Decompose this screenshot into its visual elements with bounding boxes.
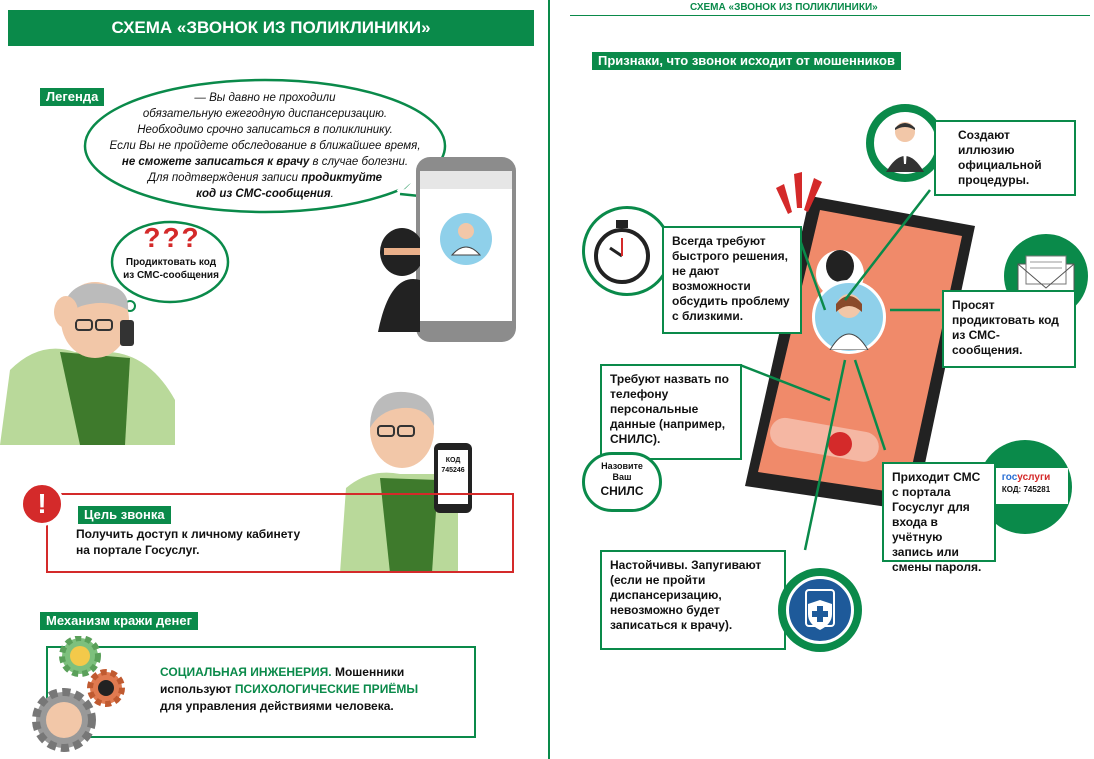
gosuslugi-code: КОД: 745281 — [1001, 485, 1051, 494]
sign-persistent-box — [600, 550, 786, 650]
phone-code — [438, 456, 468, 476]
sign-fast-box — [662, 226, 802, 334]
alert-circle — [20, 482, 64, 526]
businessman-icon — [884, 118, 926, 172]
sign-gosuslugi-text: Приходит СМС с портала Госуслуг для входа в учётную запись или смены пароля. — [892, 470, 982, 574]
bubble-line — [100, 170, 430, 186]
goal-text-line: Получить доступ к личному кабинету — [76, 527, 301, 541]
sign-persistent-text: Настойчивы. Запугивают (если не пройти диспансеризацию, невозможно будет записаться к врачу) — [610, 558, 762, 632]
right-title: СХЕМА «ЗВОНОК ИЗ ПОЛИКЛИНИКИ» — [690, 2, 878, 13]
right-title-rule — [570, 15, 1090, 16]
mechanism-label: Механизм кражи денег — [40, 612, 198, 630]
alert-icon: ! — [37, 488, 47, 519]
bubble-line: обязательную ежегодную диспансеризацию. — [142, 108, 388, 120]
speech-bubble-text — [100, 90, 430, 202]
thought-line: из СМС-сообщения — [123, 270, 219, 281]
sign-sms-text: Просят продиктовать код из СМС-сообщения. — [952, 298, 1059, 357]
medical-shield-icon — [796, 586, 844, 634]
signs-label: Признаки, что звонок исходит от мошенников — [592, 52, 901, 70]
mech-text: Мошенники — [331, 665, 405, 679]
snils-bubble — [582, 452, 662, 512]
bubble-line — [100, 154, 430, 170]
worried-man-illustration — [0, 280, 180, 445]
snils-line: СНИЛС — [600, 484, 644, 498]
gears-icon — [30, 636, 140, 756]
goal-text-line: на портале Госуслуг. — [76, 543, 200, 557]
mech-line — [160, 664, 460, 681]
thought-line: Продиктовать код — [125, 257, 217, 268]
bubble-bold: код из СМС-сообщения — [196, 188, 331, 200]
bubble-line: — Вы давно не проходили — [194, 92, 336, 104]
bubble-text-span: . — [330, 188, 334, 200]
snils-line: Назовите — [601, 461, 643, 471]
sign-sms-box — [942, 290, 1076, 368]
phone-code-label: КОД — [445, 457, 461, 464]
bubble-line: Если Вы не пройдете обследование в ближайшее время, — [109, 140, 421, 152]
sign-fast-text: Всегда требуют быстрого решения, не дают возможности обсудить проблему с близкими. — [672, 234, 790, 323]
mech-text: для управления действиями человека. — [160, 699, 394, 713]
sign-official-box — [934, 120, 1076, 196]
gosuslugi-logo-part: услуги — [1017, 472, 1051, 483]
bubble-line — [100, 186, 430, 202]
bubble-text-span: Для подтверждения записи — [147, 172, 302, 184]
gosuslugi-logo — [988, 472, 1064, 484]
mech-highlight: ПСИХОЛОГИЧЕСКИЕ ПРИЁМЫ — [234, 682, 419, 696]
left-title-bar — [8, 10, 534, 46]
phone-code-value: 745246 — [441, 467, 465, 474]
legend-label: Легенда — [40, 88, 104, 106]
bubble-line: Необходимо срочно записаться в поликлинику. — [137, 124, 393, 136]
question-marks: ??? — [143, 222, 201, 253]
thief-illustration — [370, 222, 420, 332]
mechanism-text — [160, 664, 460, 715]
mech-line — [160, 698, 460, 715]
sign-personal-box — [600, 364, 742, 460]
bubble-bold: продиктуйте — [301, 172, 383, 184]
goal-text — [76, 526, 300, 558]
stopwatch-icon — [592, 214, 658, 286]
sign-personal-text: Требуют назвать по телефону персональные данные (например, СНИЛС). — [610, 372, 729, 446]
snils-line: Ваш — [612, 472, 632, 482]
thought-text — [118, 256, 224, 282]
mech-highlight: СОЦИАЛЬНАЯ ИНЖЕНЕРИЯ. — [160, 665, 332, 679]
gosuslugi-logo-part: гос — [1001, 472, 1018, 483]
left-title: СХЕМА «ЗВОНОК ИЗ ПОЛИКЛИНИКИ» — [111, 18, 431, 37]
bubble-text-span: в случае болезни. — [309, 156, 409, 168]
sign-gosuslugi-box — [882, 462, 996, 574]
bubble-bold: не сможете записаться к врачу — [121, 156, 310, 168]
sign-persistent-end: . — [728, 618, 733, 632]
mech-line — [160, 681, 460, 698]
goal-label: Цель звонка — [78, 506, 171, 524]
left-phone-illustration — [410, 155, 520, 345]
mech-text: используют — [160, 682, 235, 696]
page-divider — [548, 0, 550, 759]
gosuslugi-card — [984, 468, 1068, 504]
sign-official-text: Создают иллюзию официальной процедуры. — [958, 128, 1042, 187]
